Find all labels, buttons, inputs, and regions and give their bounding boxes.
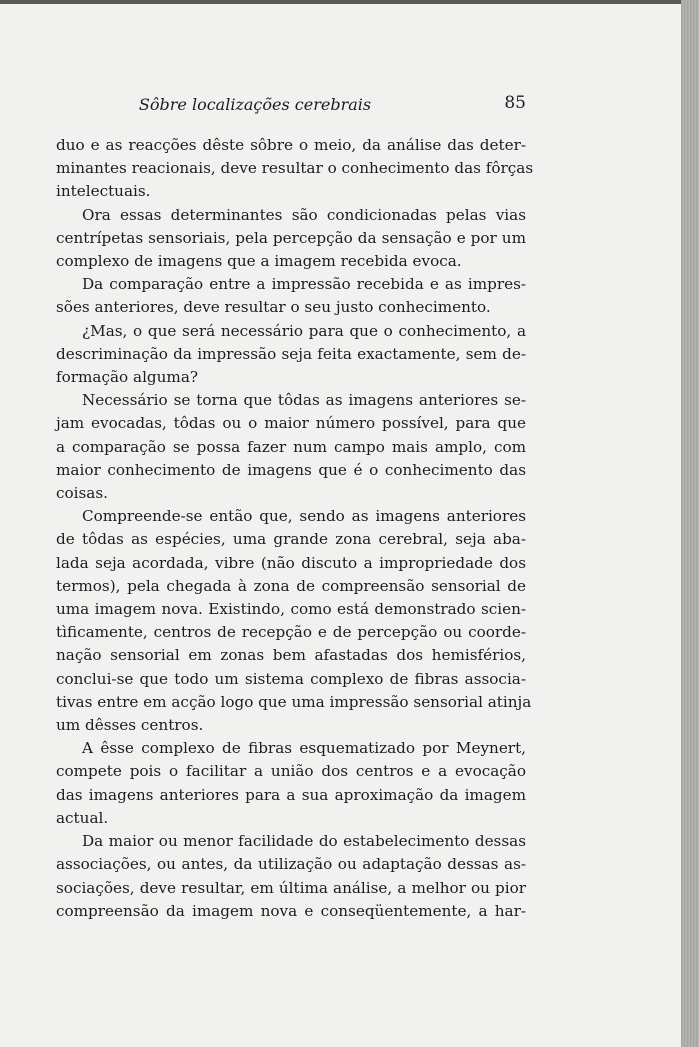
running-head: Sôbre localizações cerebrais bbox=[138, 95, 372, 114]
text-line: tìficamente, centros de recepção e de percepção ou coorde- bbox=[56, 623, 526, 642]
text-line: a comparação se possa fazer num campo mais amplo, com bbox=[56, 437, 526, 456]
text-line: conclui-se que todo um sistema complexo de fibras associa- bbox=[56, 669, 526, 688]
text-line: Da maior ou menor facilidade do estabelecimento dessas bbox=[82, 832, 526, 851]
text-line: formação alguma? bbox=[56, 368, 199, 387]
text-line: coisas. bbox=[56, 484, 108, 503]
text-line: das imagens anteriores para a sua aproximação da imagem bbox=[56, 785, 526, 804]
text-line: Da comparação entre a impressão recebida e as impres- bbox=[82, 275, 526, 294]
text-line: compreensão da imagem nova e conseqüentemente, a har- bbox=[56, 901, 526, 920]
text-line: compete pois o facilitar a união dos centros e a evocação bbox=[56, 762, 526, 781]
text-line: associações, ou antes, da utilização ou adaptação dessas as- bbox=[56, 855, 526, 874]
text-line: lada seja acordada, vibre (não discuto a impropriedade dos bbox=[56, 553, 526, 572]
text-line: actual. bbox=[56, 808, 109, 827]
body-text bbox=[56, 134, 534, 923]
text-line: termos), pela chegada à zona de compreensão sensorial de bbox=[56, 576, 526, 595]
text-line: complexo de imagens que a imagem recebida evoca. bbox=[56, 252, 462, 271]
text-line: duo e as reacções dêste sôbre o meio, da análise das deter- bbox=[56, 136, 526, 154]
text-line: Necessário se torna que tôdas as imagens anteriores se- bbox=[82, 391, 526, 410]
text-line: tivas entre em acção logo que uma impressão sensorial atinja bbox=[56, 692, 532, 711]
text-line: Ora essas determinantes são condicionadas pelas vias bbox=[82, 205, 526, 224]
page-header bbox=[56, 93, 526, 121]
text-line: centrípetas sensoriais, pela percepção da sensação e por um bbox=[56, 228, 526, 247]
book-page-edge bbox=[681, 0, 699, 1047]
text-line: sociações, deve resultar, em última análise, a melhor ou pior bbox=[56, 878, 526, 897]
text-line: intelectuais. bbox=[56, 182, 151, 201]
scan-top-edge bbox=[0, 0, 699, 4]
text-line: maior conhecimento de imagens que é o conhecimento das bbox=[56, 460, 526, 479]
text-line: Compreende-se então que, sendo as imagens anteriores bbox=[82, 507, 526, 526]
text-line: A êsse complexo de fibras esquematizado por Meynert, bbox=[82, 739, 526, 758]
page-number: 85 bbox=[504, 93, 526, 113]
text-line: jam evocadas, tôdas ou o maior número possível, para que bbox=[56, 414, 526, 433]
text-line: ¿Mas, o que será necessário para que o conhecimento, a bbox=[82, 321, 526, 340]
text-line: minantes reacionais, deve resultar o conhecimento das fôrças bbox=[56, 159, 534, 178]
text-line: sões anteriores, deve resultar o seu justo conhecimento. bbox=[56, 298, 491, 317]
text-line: descriminação da impressão seja feita exactamente, sem de- bbox=[56, 344, 526, 363]
text-line: um dêsses centros. bbox=[56, 716, 204, 735]
text-line: nação sensorial em zonas bem afastadas dos hemisférios, bbox=[56, 646, 526, 665]
text-line: de tôdas as espécies, uma grande zona cerebral, seja aba- bbox=[56, 530, 526, 549]
text-line: uma imagem nova. Existindo, como está demonstrado scien- bbox=[56, 600, 526, 619]
